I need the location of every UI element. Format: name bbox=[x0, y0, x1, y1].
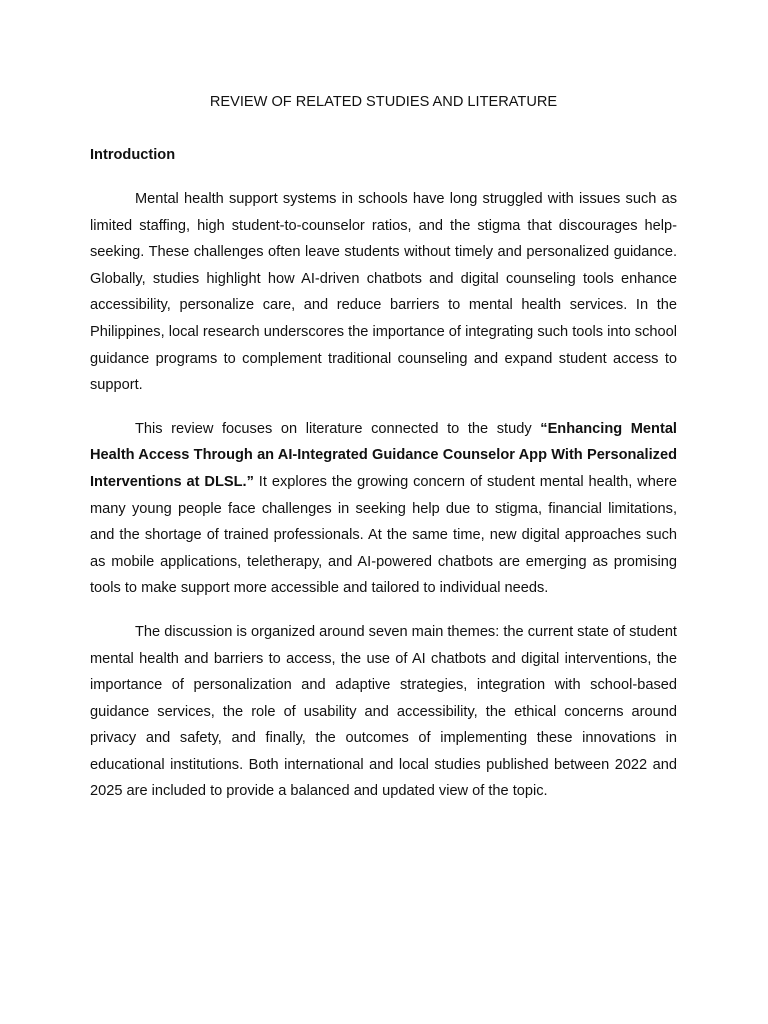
study-title: “Enhancing Mental Health Access Through an AI-Integrated Guidance Counselor App With Personalized Interventions at DLSL.” bbox=[90, 420, 677, 490]
paragraph-2-intro: This review focuses on literature connected to the study bbox=[135, 420, 541, 437]
paragraph-2 bbox=[90, 416, 677, 602]
paragraph-3: The discussion is organized around seven main themes: the current state of student mental health and barriers to access, the use of AI chatbots and digital interventions, the importance of personalization and adaptive strategies, integration with school-based guidance services, the role of usability and accessibility, the ethical concerns around privacy and safety, and finally, the outcomes of implementing these innovations in educational institutions. Both international and local studies published between 2022 and 2025 are included to provide a balanced and updated view of the topic. bbox=[90, 623, 677, 800]
document-page bbox=[90, 91, 677, 805]
section-heading-introduction: Introduction bbox=[90, 147, 176, 163]
document-title: REVIEW OF RELATED STUDIES AND LITERATURE bbox=[209, 94, 558, 110]
paragraph-2-body: It explores the growing concern of student mental health, where many young people face challenges in seeking help due to stigma, financial limitations, and the shortage of trained professionals. At the same time, new digital approaches such as mobile applications, teletherapy, and AI-powered chatbots are emerging as promising tools to make support more accessible and tailored to individual needs. bbox=[90, 473, 677, 597]
paragraph-1: Mental health support systems in schools have long struggled with issues such as limited staffing, high student-to-counselor ratios, and the stigma that discourages help-seeking. These challenges often leave students without timely and personalized guidance. Globally, studies highlight how AI-driven chatbots and digital counseling tools enhance accessibility, personalize care, and reduce barriers to mental health services. In the Philippines, local research underscores the importance of integrating such tools into school guidance programs to complement traditional counseling and expand student access to support. bbox=[90, 191, 677, 394]
